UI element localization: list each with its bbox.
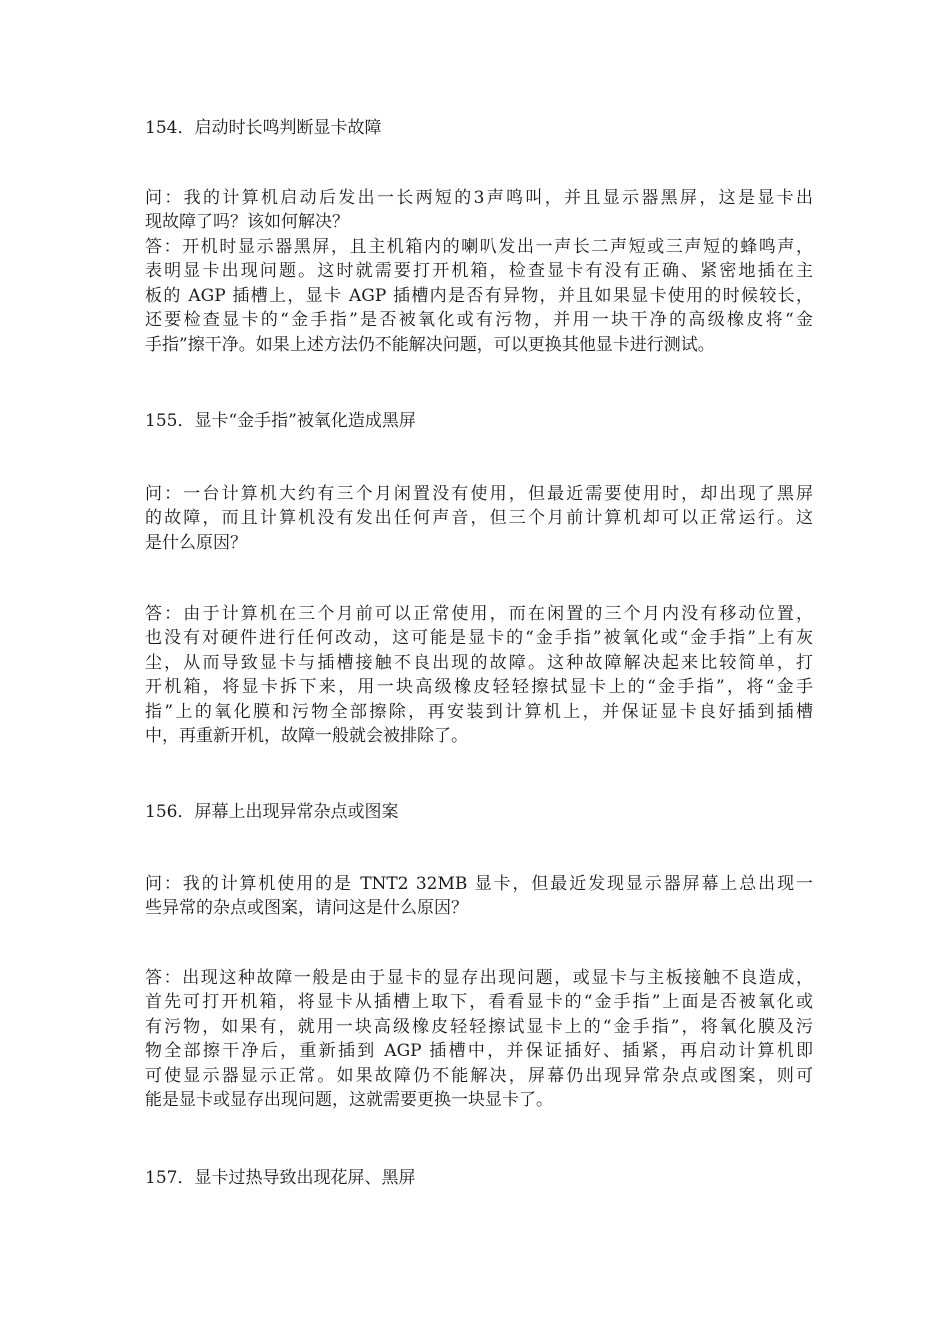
section-157-title: 157．显卡过热导致出现花屏、黑屏 (145, 1168, 416, 1188)
answer-line: 板的 AGP 插槽上，显卡 AGP 插槽内是否有异物，并且如果显卡使用的时候较长， (145, 285, 813, 306)
section-156-answer (145, 966, 813, 1112)
answer-line: 还要检查显卡的“金手指”是否被氧化或有污物，并用一块干净的高级橡皮将“金 (145, 310, 813, 331)
question-line: 是什么原因？ (145, 532, 247, 553)
answer-line: 开机箱，将显卡拆下来，用一块高级橡皮轻轻擦拭显卡上的“金手指”，将“金手 (145, 677, 813, 698)
answer-line: 表明显卡出现问题。这时就需要打开机箱，检查显卡有没有正确、紧密地插在主 (145, 261, 813, 282)
section-154-question (145, 186, 813, 235)
answer-line: 答：开机时显示器黑屏，且主机箱内的喇叭发出一声长二声短或三声短的蜂鸣声， (145, 237, 813, 257)
answer-line: 有污物，如果有，就用一块高级橡皮轻轻擦试显卡上的“金手指”，将氧化膜及污 (145, 1016, 813, 1037)
answer-line: 首先可打开机箱，将显卡从插槽上取下，看看显卡的“金手指”上面是否被氧化或 (145, 992, 813, 1013)
answer-line: 可使显示器显示正常。如果故障仍不能解决，屏幕仍出现异常杂点或图案，则可 (145, 1065, 813, 1086)
question-line: 些异常的杂点或图案，请问这是什么原因？ (145, 898, 468, 919)
section-156-title: 156．屏幕上出现异常杂点或图案 (145, 802, 399, 822)
question-line: 问：我的计算机启动后发出一长两短的3声鸣叫，并且显示器黑屏，这是显卡出 (145, 188, 813, 208)
answer-line: 也没有对硬件进行任何改动，这可能是显卡的“金手指”被氧化或“金手指”上有灰 (145, 628, 813, 649)
answer-line: 答：由于计算机在三个月前可以正常使用，而在闲置的三个月内没有移动位置， (145, 604, 813, 624)
section-155-answer (145, 602, 813, 748)
answer-line: 指”上的氧化膜和污物全部擦除，再安装到计算机上，并保证显卡良好插到插槽 (145, 701, 813, 722)
answer-line: 尘，从而导致显卡与插槽接触不良出现的故障。这种故障解决起来比较简单，打 (145, 652, 813, 673)
question-line: 问：一台计算机大约有三个月闲置没有使用，但最近需要使用时，却出现了黑屏 (145, 484, 813, 504)
answer-line: 物全部擦干净后，重新插到 AGP 插槽中，并保证插好、插紧，再启动计算机即 (145, 1041, 813, 1062)
answer-line: 手指”擦干净。如果上述方法仍不能解决问题，可以更换其他显卡进行测试。 (145, 334, 715, 355)
answer-line: 中，再重新开机，故障一般就会被排除了。 (145, 726, 468, 747)
section-155-question (145, 482, 813, 555)
question-line: 现故障了吗？该如何解决？ (145, 212, 349, 233)
section-155-title: 155．显卡“金手指”被氧化造成黑屏 (145, 411, 416, 431)
answer-line: 能是显卡或显存出现问题，这就需要更换一块显卡了。 (145, 1090, 553, 1111)
section-156-question (145, 872, 813, 921)
question-line: 问：我的计算机使用的是 TNT2 32MB 显卡，但最近发现显示器屏幕上总出现一 (145, 874, 813, 894)
question-line: 的故障，而且计算机没有发出任何声音，但三个月前计算机却可以正常运行。这 (145, 508, 813, 529)
answer-line: 答：出现这种故障一般是由于显卡的显存出现问题，或显卡与主板接触不良造成， (145, 968, 813, 988)
section-154-answer (145, 235, 813, 357)
section-154-title: 154．启动时长鸣判断显卡故障 (145, 118, 382, 138)
